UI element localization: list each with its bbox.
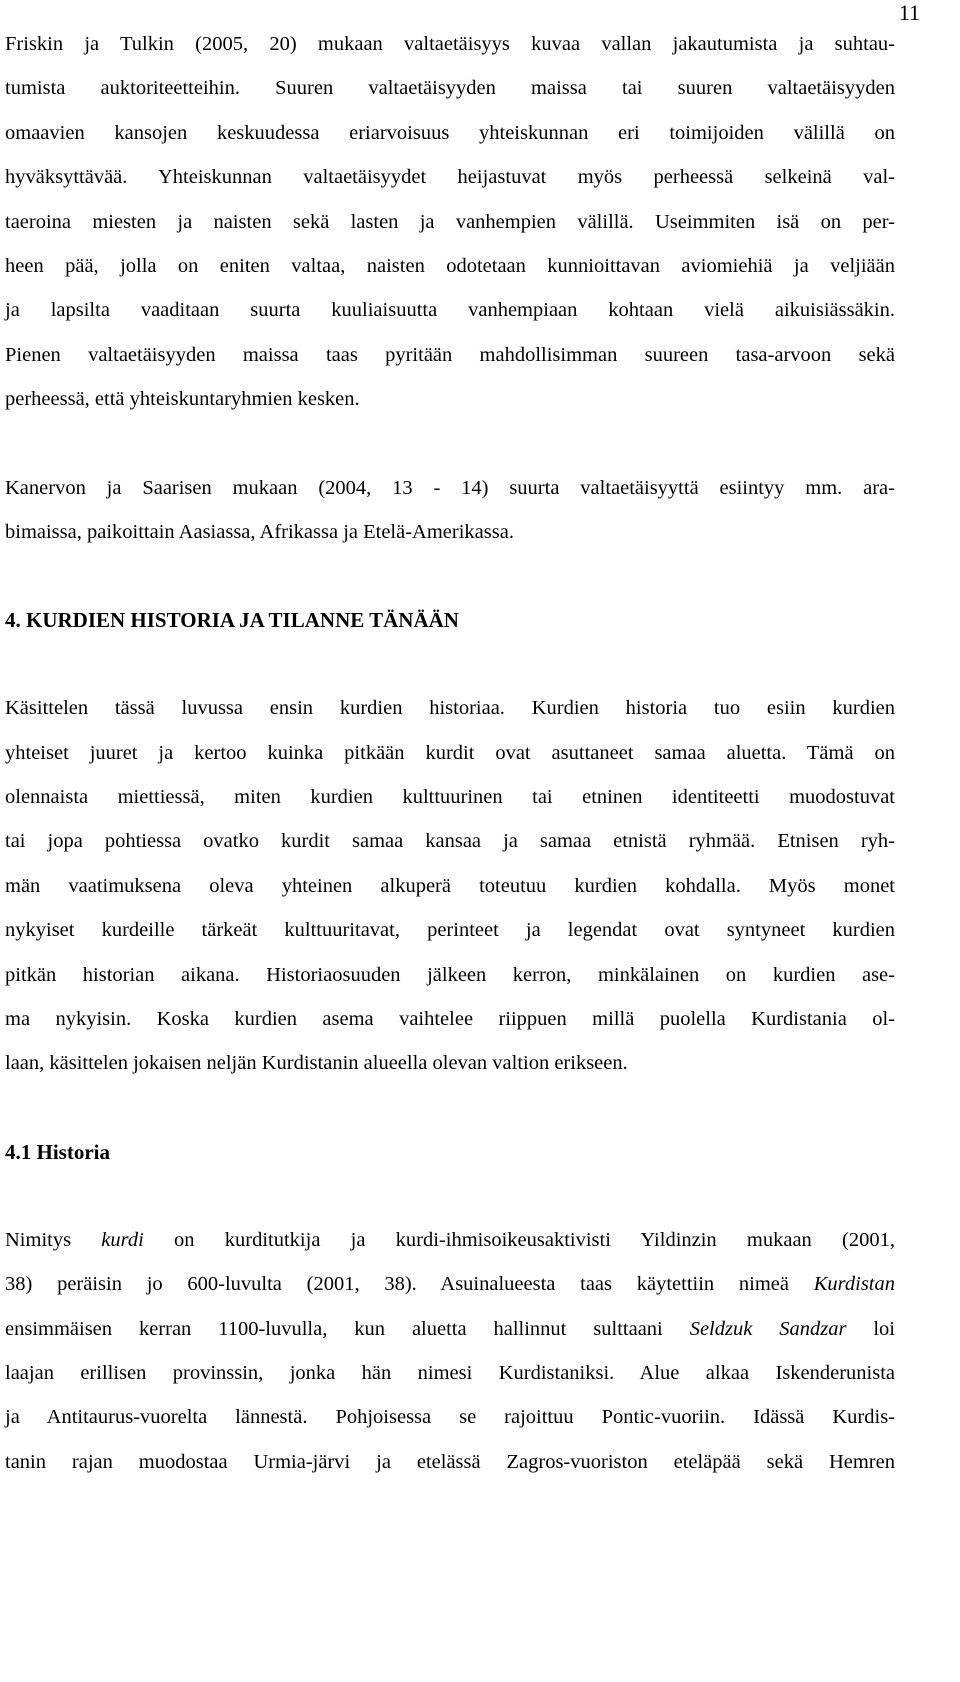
text-line: ma nykyisin. Koska kurdien asema vaihtelee riippuen millä puolella Kurdistania ol- (5, 1008, 895, 1031)
document-body (5, 22, 895, 1484)
text-line: Käsittelen tässä luvussa ensin kurdien historiaa. Kurdien historia tuo esiin kurdien (5, 697, 895, 720)
italic-term: kurdi (101, 1228, 144, 1251)
paragraph-history (5, 1218, 895, 1484)
text-line: perheessä, että yhteiskuntaryhmien kesken. (5, 388, 360, 411)
text-line: taeroina miesten ja naisten sekä lasten ja vanhempien välillä. Useimmiten isä on per- (5, 210, 895, 233)
section-heading-4: 4. KURDIEN HISTORIA JA TILANNE TÄNÄÄN (5, 608, 459, 633)
text-line: laajan erillisen provinssin, jonka hän nimesi Kurdistaniksi. Alue alkaa Iskenderunista (5, 1361, 895, 1384)
text-line: ja lapsilta vaaditaan suurta kuuliaisuutta vanhempiaan kohtaan vielä aikuisiässäkin. (5, 299, 895, 322)
text-line: män vaatimuksena oleva yhteinen alkuperä toteutuu kurdien kohdalla. Myös monet (5, 874, 895, 897)
text-line: ensimmäisen kerran 1100-luvulla, kun aluetta hallinnut sulttaani Seldzuk Sandzar loi (5, 1317, 895, 1340)
text-line: ja Antitaurus-vuorelta lännestä. Pohjoisessa se rajoittuu Pontic-vuoriin. Idässä Kurdis- (5, 1406, 895, 1429)
text-line: tumista auktoriteetteihin. Suuren valtaetäisyyden maissa tai suuren valtaetäisyyden (5, 77, 895, 100)
italic-term: Kurdistan (813, 1273, 895, 1296)
page-number: 11 (898, 0, 920, 25)
italic-name: Seldzuk Sandzar (689, 1317, 847, 1340)
text-line: pitkän historian aikana. Historiaosuuden jälkeen kerron, minkälainen on kurdien ase- (5, 963, 895, 986)
text-line: yhteiset juuret ja kertoo kuinka pitkään kurdit ovat asuttaneet samaa aluetta. Tämä on (5, 741, 895, 764)
text-line: bimaissa, paikoittain Aasiassa, Afrikassa ja Etelä-Amerikassa. (5, 520, 514, 543)
text-line: tanin rajan muodostaa Urmia-järvi ja etelässä Zagros-vuoriston eteläpää sekä Hemren (5, 1450, 895, 1473)
text-line: omaavien kansojen keskuudessa eriarvoisuus yhteiskunnan eri toimijoiden välillä on (5, 121, 895, 144)
paragraph-power-distance (5, 22, 895, 422)
text-line: laan, käsittelen jokaisen neljän Kurdistanin alueella olevan valtion erikseen. (5, 1052, 628, 1075)
text-line: Nimitys kurdi on kurditutkija ja kurdi-ihmisoikeusaktivisti Yildinzin mukaan (2001, (5, 1228, 895, 1251)
text-line: heen pää, jolla on eniten valtaa, naisten odotetaan kunnioittavan aviomiehiä ja veljiään (5, 254, 895, 277)
text-line: nykyiset kurdeille tärkeät kulttuuritavat, perinteet ja legendat ovat syntyneet kurdien (5, 919, 895, 942)
text-line: Friskin ja Tulkin (2005, 20) mukaan valtaetäisyys kuvaa vallan jakautumista ja suhtau- (5, 33, 895, 55)
text-line: 38) peräisin jo 600-luvulta (2001, 38). Asuinalueesta taas käytettiin nimeä Kurdistan (5, 1273, 895, 1296)
text-line: Pienen valtaetäisyyden maissa taas pyritään mahdollisimman suureen tasa-arvoon sekä (5, 343, 895, 366)
section-heading-4-1: 4.1 Historia (5, 1139, 110, 1164)
paragraph-regions (5, 466, 895, 555)
text-line: olennaista miettiessä, miten kurdien kulttuurinen tai etninen identiteetti muodostuvat (5, 786, 895, 809)
paragraph-chapter-intro (5, 686, 895, 1086)
text-line: tai jopa pohtiessa ovatko kurdit samaa kansaa ja samaa etnistä ryhmää. Etnisen ryh- (5, 830, 895, 853)
text-line: Kanervon ja Saarisen mukaan (2004, 13 - 14) suurta valtaetäisyyttä esiintyy mm. ara- (5, 476, 895, 499)
text-line: hyväksyttävää. Yhteiskunnan valtaetäisyydet heijastuvat myös perheessä selkeinä val- (5, 166, 895, 189)
